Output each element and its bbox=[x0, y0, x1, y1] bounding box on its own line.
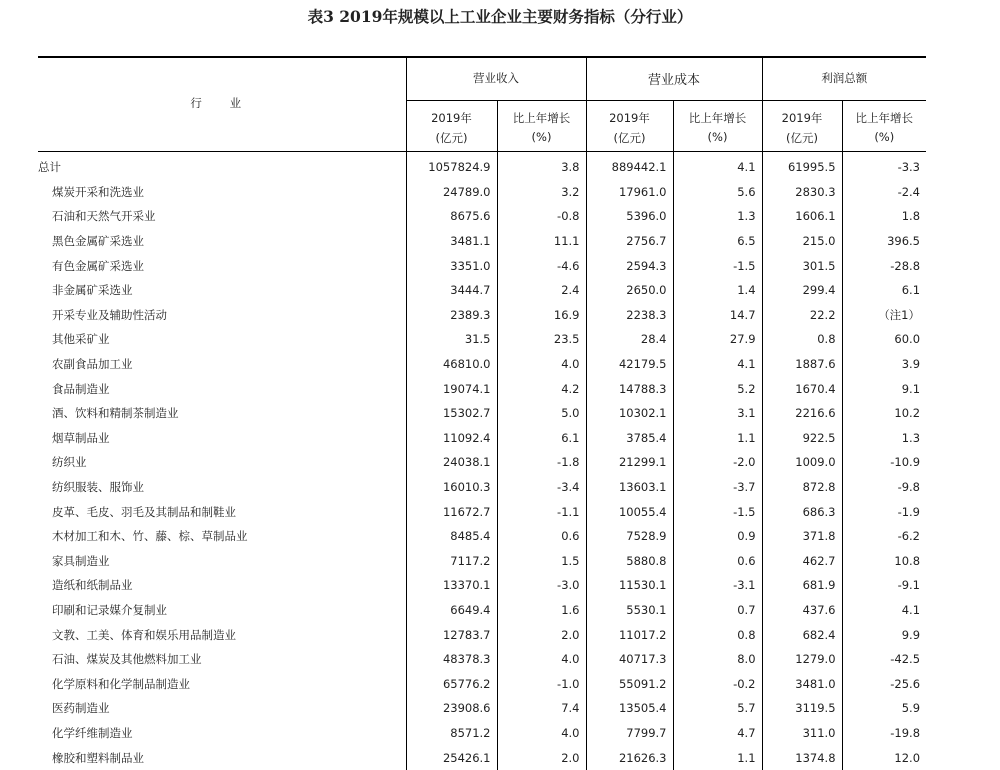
cell-profit: 61995.5 bbox=[762, 155, 842, 180]
cell-industry-name: 煤炭开采和洗选业 bbox=[52, 184, 144, 199]
financial-indicators-table bbox=[38, 56, 926, 770]
cell-revenue-growth: 2.0 bbox=[497, 622, 586, 647]
cell-profit: 3481.0 bbox=[762, 671, 842, 696]
cell-profit: 0.8 bbox=[762, 327, 842, 352]
cell-profit: 681.9 bbox=[762, 573, 842, 598]
header-cost-year: 2019年 bbox=[586, 101, 673, 129]
cell-cost-growth: -3.1 bbox=[673, 573, 762, 598]
cell-profit: 437.6 bbox=[762, 598, 842, 623]
cell-cost-growth: 3.1 bbox=[673, 401, 762, 426]
cell-profit-growth: 1.3 bbox=[842, 426, 926, 451]
cell-industry-name: 食品制造业 bbox=[52, 381, 110, 396]
cell-cost-growth: 0.6 bbox=[673, 549, 762, 574]
cell-profit-growth: -19.8 bbox=[842, 721, 926, 746]
table-body bbox=[38, 155, 926, 770]
cell-cost: 3785.4 bbox=[586, 426, 673, 451]
table-row bbox=[38, 450, 926, 475]
table-row bbox=[38, 573, 926, 598]
table-row bbox=[38, 229, 926, 254]
table-row bbox=[38, 598, 926, 623]
cell-revenue: 8675.6 bbox=[406, 204, 497, 229]
cell-industry-name: 纺织服装、服饰业 bbox=[52, 480, 144, 495]
header-profit-year: 2019年 bbox=[762, 101, 842, 129]
cell-profit-growth: （注1） bbox=[842, 303, 926, 328]
cell-revenue-growth: -1.0 bbox=[497, 671, 586, 696]
cell-profit-growth: 5.9 bbox=[842, 696, 926, 721]
cell-revenue: 6649.4 bbox=[406, 598, 497, 623]
table-row bbox=[38, 499, 926, 524]
cell-cost-growth: -0.2 bbox=[673, 671, 762, 696]
table-row bbox=[38, 671, 926, 696]
cell-revenue-growth: -1.1 bbox=[497, 499, 586, 524]
cell-industry-name: 总计 bbox=[38, 160, 61, 175]
cell-revenue-growth: 1.6 bbox=[497, 598, 586, 623]
cell-profit: 686.3 bbox=[762, 499, 842, 524]
table-row bbox=[38, 327, 926, 352]
cell-revenue-growth: 16.9 bbox=[497, 303, 586, 328]
cell-revenue: 8485.4 bbox=[406, 524, 497, 549]
cell-cost: 10055.4 bbox=[586, 499, 673, 524]
cell-industry-name: 其他采矿业 bbox=[52, 332, 110, 347]
table-row bbox=[38, 180, 926, 205]
cell-revenue: 25426.1 bbox=[406, 745, 497, 770]
cell-cost-growth: -1.5 bbox=[673, 253, 762, 278]
cell-profit: 1887.6 bbox=[762, 352, 842, 377]
cell-revenue-growth: 2.4 bbox=[497, 278, 586, 303]
cell-cost: 40717.3 bbox=[586, 647, 673, 672]
cell-profit: 301.5 bbox=[762, 253, 842, 278]
cell-profit-growth: 60.0 bbox=[842, 327, 926, 352]
cell-revenue: 2389.3 bbox=[406, 303, 497, 328]
header-cost-growth: 比上年增长 bbox=[673, 101, 762, 129]
header-cost-pct: (%) bbox=[673, 128, 762, 155]
cell-revenue-growth: 3.2 bbox=[497, 180, 586, 205]
cell-industry-name: 纺织业 bbox=[52, 455, 87, 470]
cell-cost-growth: 1.1 bbox=[673, 745, 762, 770]
cell-profit-growth: 9.9 bbox=[842, 622, 926, 647]
cell-profit: 922.5 bbox=[762, 426, 842, 451]
cell-profit: 1374.8 bbox=[762, 745, 842, 770]
cell-cost-growth: 0.9 bbox=[673, 524, 762, 549]
cell-cost: 2594.3 bbox=[586, 253, 673, 278]
cell-cost: 28.4 bbox=[586, 327, 673, 352]
cell-profit-growth: -9.8 bbox=[842, 475, 926, 500]
cell-revenue: 15302.7 bbox=[406, 401, 497, 426]
cell-revenue: 24789.0 bbox=[406, 180, 497, 205]
cell-cost: 2238.3 bbox=[586, 303, 673, 328]
table-row bbox=[38, 475, 926, 500]
cell-profit-growth: -9.1 bbox=[842, 573, 926, 598]
cell-profit: 1279.0 bbox=[762, 647, 842, 672]
cell-industry-name: 酒、饮料和精制茶制造业 bbox=[52, 406, 179, 421]
cell-profit-growth: 10.8 bbox=[842, 549, 926, 574]
cell-revenue: 3351.0 bbox=[406, 253, 497, 278]
cell-industry-name: 印刷和记录媒介复制业 bbox=[52, 602, 167, 617]
cell-cost: 5530.1 bbox=[586, 598, 673, 623]
table-row bbox=[38, 401, 926, 426]
cell-cost-growth: 5.7 bbox=[673, 696, 762, 721]
cell-profit: 2216.6 bbox=[762, 401, 842, 426]
cell-profit-growth: -10.9 bbox=[842, 450, 926, 475]
cell-cost-growth: 1.4 bbox=[673, 278, 762, 303]
table-row bbox=[38, 549, 926, 574]
table-row bbox=[38, 155, 926, 180]
cell-revenue-growth: 6.1 bbox=[497, 426, 586, 451]
cell-cost-growth: 4.1 bbox=[673, 352, 762, 377]
cell-profit: 682.4 bbox=[762, 622, 842, 647]
header-rev-unit: (亿元) bbox=[406, 128, 497, 155]
cell-revenue-growth: 5.0 bbox=[497, 401, 586, 426]
cell-profit: 3119.5 bbox=[762, 696, 842, 721]
cell-revenue-growth: 11.1 bbox=[497, 229, 586, 254]
cell-cost: 13603.1 bbox=[586, 475, 673, 500]
header-revenue: 营业收入 bbox=[406, 56, 586, 101]
cell-revenue-growth: -3.4 bbox=[497, 475, 586, 500]
header-profit-pct: (%) bbox=[842, 128, 926, 155]
cell-cost-growth: 4.1 bbox=[673, 155, 762, 180]
cell-profit-growth: -2.4 bbox=[842, 180, 926, 205]
table-row bbox=[38, 253, 926, 278]
cell-cost: 42179.5 bbox=[586, 352, 673, 377]
cell-profit: 299.4 bbox=[762, 278, 842, 303]
cell-industry-name: 石油、煤炭及其他燃料加工业 bbox=[52, 652, 202, 667]
cell-industry-name: 家具制造业 bbox=[52, 553, 110, 568]
cell-revenue: 7117.2 bbox=[406, 549, 497, 574]
cell-industry-name: 非金属矿采选业 bbox=[52, 283, 133, 298]
cell-revenue-growth: -4.6 bbox=[497, 253, 586, 278]
cell-profit-growth: 6.1 bbox=[842, 278, 926, 303]
cell-revenue-growth: 7.4 bbox=[497, 696, 586, 721]
cell-cost-growth: 8.0 bbox=[673, 647, 762, 672]
cell-revenue: 1057824.9 bbox=[406, 155, 497, 180]
cell-revenue: 13370.1 bbox=[406, 573, 497, 598]
cell-profit: 1670.4 bbox=[762, 376, 842, 401]
cell-profit: 311.0 bbox=[762, 721, 842, 746]
cell-cost: 2756.7 bbox=[586, 229, 673, 254]
cell-industry-name: 木材加工和木、竹、藤、棕、草制品业 bbox=[52, 529, 248, 544]
header-profit: 利润总额 bbox=[762, 56, 926, 101]
cell-profit: 215.0 bbox=[762, 229, 842, 254]
cell-cost-growth: 14.7 bbox=[673, 303, 762, 328]
cell-cost-growth: 5.6 bbox=[673, 180, 762, 205]
cell-revenue: 48378.3 bbox=[406, 647, 497, 672]
cell-revenue-growth: -1.8 bbox=[497, 450, 586, 475]
cell-industry-name: 文教、工美、体育和娱乐用品制造业 bbox=[52, 627, 236, 642]
cell-industry-name: 烟草制品业 bbox=[52, 430, 110, 445]
cell-profit-growth: 12.0 bbox=[842, 745, 926, 770]
cell-revenue-growth: 4.0 bbox=[497, 352, 586, 377]
cell-cost: 14788.3 bbox=[586, 376, 673, 401]
header-cost: 营业成本 bbox=[586, 56, 762, 101]
cell-profit: 22.2 bbox=[762, 303, 842, 328]
cell-cost: 21299.1 bbox=[586, 450, 673, 475]
table-row bbox=[38, 745, 926, 770]
cell-profit: 371.8 bbox=[762, 524, 842, 549]
cell-industry-name: 有色金属矿采选业 bbox=[52, 258, 144, 273]
cell-revenue: 19074.1 bbox=[406, 376, 497, 401]
cell-revenue-growth: 23.5 bbox=[497, 327, 586, 352]
cell-revenue: 12783.7 bbox=[406, 622, 497, 647]
table-title: 表3 2019年规模以上工业企业主要财务指标（分行业） bbox=[307, 7, 693, 26]
cell-profit-growth: 9.1 bbox=[842, 376, 926, 401]
cell-revenue: 3481.1 bbox=[406, 229, 497, 254]
cell-profit: 1009.0 bbox=[762, 450, 842, 475]
cell-cost-growth: 5.2 bbox=[673, 376, 762, 401]
cell-industry-name: 化学纤维制造业 bbox=[52, 725, 133, 740]
cell-industry-name: 石油和天然气开采业 bbox=[52, 209, 156, 224]
cell-revenue: 16010.3 bbox=[406, 475, 497, 500]
table-row bbox=[38, 303, 926, 328]
cell-revenue-growth: -3.0 bbox=[497, 573, 586, 598]
cell-industry-name: 化学原料和化学制品制造业 bbox=[52, 676, 190, 691]
cell-industry-name: 医药制造业 bbox=[52, 701, 110, 716]
cell-revenue-growth: -0.8 bbox=[497, 204, 586, 229]
cell-cost: 2650.0 bbox=[586, 278, 673, 303]
cell-revenue-growth: 4.0 bbox=[497, 721, 586, 746]
cell-cost-growth: 1.1 bbox=[673, 426, 762, 451]
cell-profit-growth: -1.9 bbox=[842, 499, 926, 524]
cell-profit-growth: -28.8 bbox=[842, 253, 926, 278]
cell-revenue-growth: 0.6 bbox=[497, 524, 586, 549]
cell-cost-growth: 27.9 bbox=[673, 327, 762, 352]
table-row bbox=[38, 278, 926, 303]
cell-profit-growth: -3.3 bbox=[842, 155, 926, 180]
cell-revenue-growth: 4.0 bbox=[497, 647, 586, 672]
cell-industry-name: 黑色金属矿采选业 bbox=[52, 234, 144, 249]
cell-cost: 17961.0 bbox=[586, 180, 673, 205]
cell-cost-growth: 0.7 bbox=[673, 598, 762, 623]
cell-profit-growth: 10.2 bbox=[842, 401, 926, 426]
header-rev-growth: 比上年增长 bbox=[497, 101, 586, 129]
cell-profit-growth: -42.5 bbox=[842, 647, 926, 672]
cell-industry-name: 开采专业及辅助性活动 bbox=[52, 307, 167, 322]
cell-profit-growth: -25.6 bbox=[842, 671, 926, 696]
table-row bbox=[38, 622, 926, 647]
cell-industry-name: 皮革、毛皮、羽毛及其制品和制鞋业 bbox=[52, 504, 236, 519]
cell-cost-growth: -3.7 bbox=[673, 475, 762, 500]
cell-revenue: 8571.2 bbox=[406, 721, 497, 746]
table-header bbox=[38, 56, 926, 155]
table-row bbox=[38, 524, 926, 549]
cell-industry-name: 橡胶和塑料制品业 bbox=[52, 750, 144, 765]
cell-profit-growth: 4.1 bbox=[842, 598, 926, 623]
cell-cost: 10302.1 bbox=[586, 401, 673, 426]
table-row bbox=[38, 376, 926, 401]
table-row bbox=[38, 647, 926, 672]
cell-revenue: 11092.4 bbox=[406, 426, 497, 451]
cell-profit-growth: 1.8 bbox=[842, 204, 926, 229]
cell-revenue-growth: 3.8 bbox=[497, 155, 586, 180]
cell-revenue: 11672.7 bbox=[406, 499, 497, 524]
header-rev-pct: (%) bbox=[497, 128, 586, 155]
cell-revenue-growth: 2.0 bbox=[497, 745, 586, 770]
cell-cost-growth: 4.7 bbox=[673, 721, 762, 746]
cell-revenue: 31.5 bbox=[406, 327, 497, 352]
cell-cost-growth: 0.8 bbox=[673, 622, 762, 647]
table-row bbox=[38, 352, 926, 377]
table-row bbox=[38, 696, 926, 721]
cell-cost-growth: -1.5 bbox=[673, 499, 762, 524]
cell-cost: 11530.1 bbox=[586, 573, 673, 598]
cell-profit-growth: 3.9 bbox=[842, 352, 926, 377]
header-cost-unit: (亿元) bbox=[586, 128, 673, 155]
cell-industry-name: 农副食品加工业 bbox=[52, 357, 133, 372]
cell-revenue-growth: 4.2 bbox=[497, 376, 586, 401]
cell-cost: 21626.3 bbox=[586, 745, 673, 770]
cell-cost: 55091.2 bbox=[586, 671, 673, 696]
cell-revenue: 3444.7 bbox=[406, 278, 497, 303]
cell-industry-name: 造纸和纸制品业 bbox=[52, 578, 133, 593]
cell-profit: 872.8 bbox=[762, 475, 842, 500]
cell-cost: 7799.7 bbox=[586, 721, 673, 746]
cell-profit-growth: 396.5 bbox=[842, 229, 926, 254]
cell-cost: 13505.4 bbox=[586, 696, 673, 721]
cell-profit: 462.7 bbox=[762, 549, 842, 574]
cell-cost: 5396.0 bbox=[586, 204, 673, 229]
cell-cost-growth: -2.0 bbox=[673, 450, 762, 475]
cell-cost: 7528.9 bbox=[586, 524, 673, 549]
cell-revenue: 46810.0 bbox=[406, 352, 497, 377]
cell-cost: 5880.8 bbox=[586, 549, 673, 574]
header-industry: 行 业 bbox=[190, 95, 254, 110]
header-profit-unit: (亿元) bbox=[762, 128, 842, 155]
table-row bbox=[38, 426, 926, 451]
cell-revenue-growth: 1.5 bbox=[497, 549, 586, 574]
cell-revenue: 65776.2 bbox=[406, 671, 497, 696]
cell-profit: 1606.1 bbox=[762, 204, 842, 229]
cell-cost: 889442.1 bbox=[586, 155, 673, 180]
cell-profit: 2830.3 bbox=[762, 180, 842, 205]
table-row bbox=[38, 721, 926, 746]
cell-profit-growth: -6.2 bbox=[842, 524, 926, 549]
header-profit-growth: 比上年增长 bbox=[842, 101, 926, 129]
cell-cost: 11017.2 bbox=[586, 622, 673, 647]
cell-cost-growth: 6.5 bbox=[673, 229, 762, 254]
header-rev-year: 2019年 bbox=[406, 101, 497, 129]
cell-cost-growth: 1.3 bbox=[673, 204, 762, 229]
table-row bbox=[38, 204, 926, 229]
cell-revenue: 23908.6 bbox=[406, 696, 497, 721]
cell-revenue: 24038.1 bbox=[406, 450, 497, 475]
